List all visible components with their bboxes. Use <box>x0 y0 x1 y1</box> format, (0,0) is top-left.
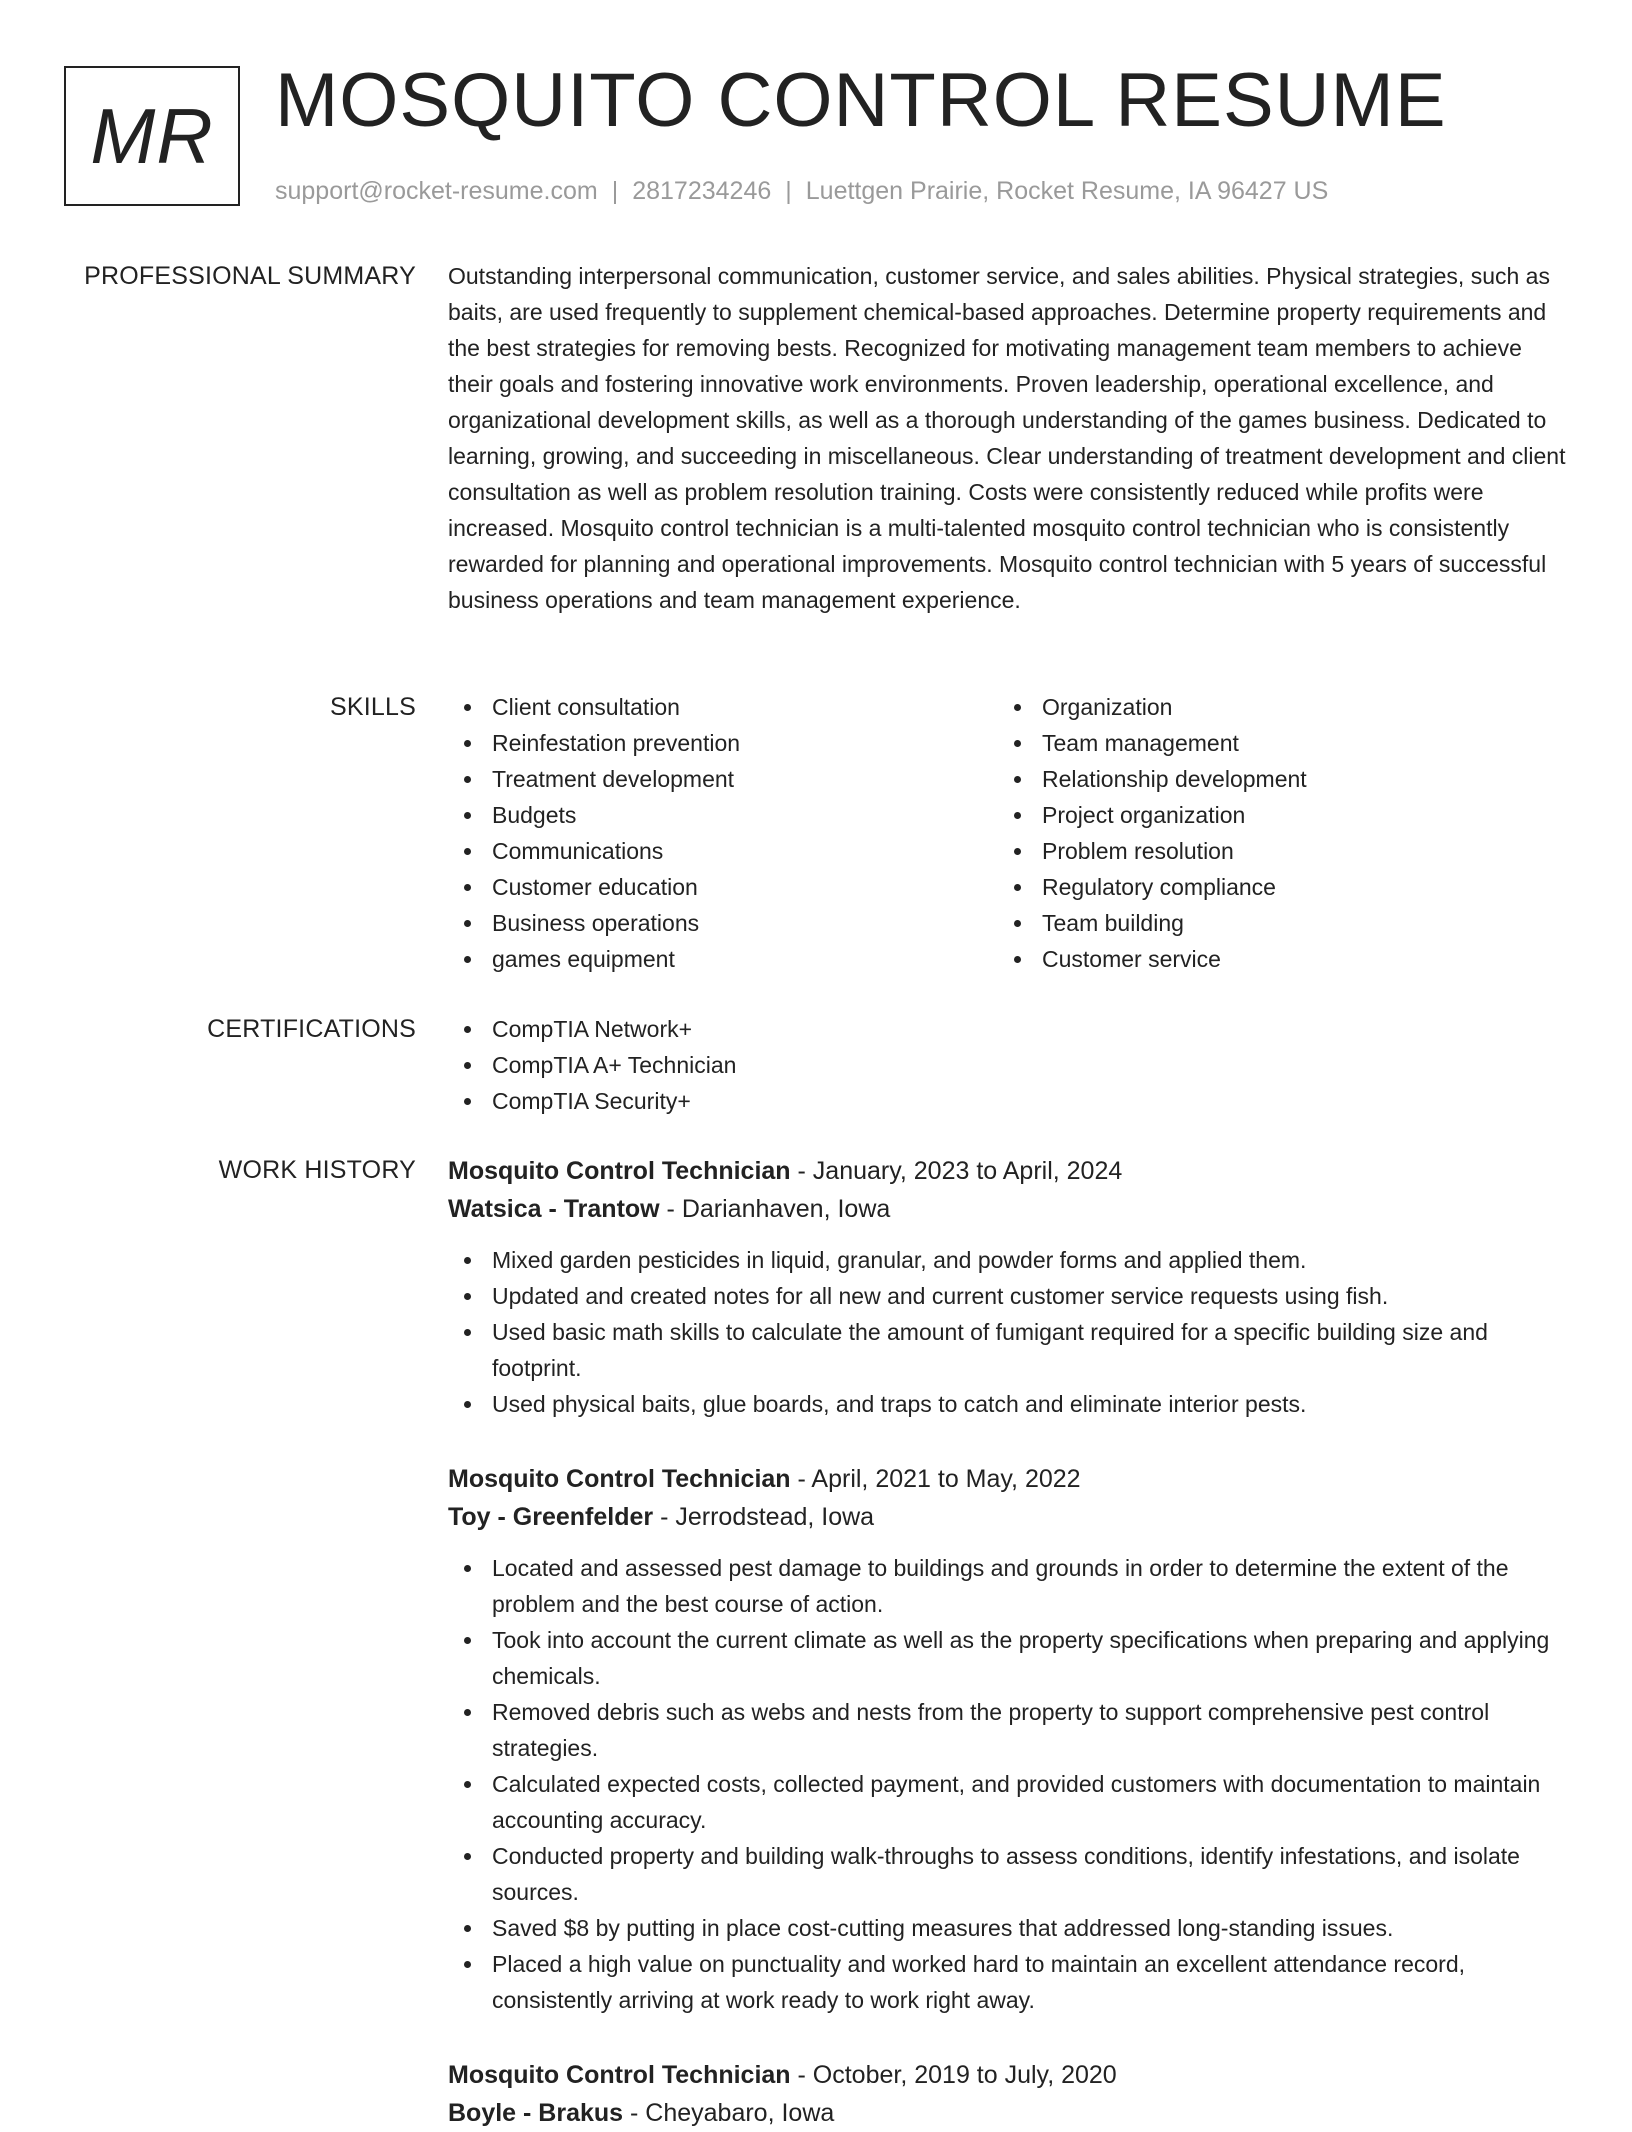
job-duty-item: Located and assessed pest damage to buildings and grounds in order to determine the extent of the problem and the best course of action. <box>448 1550 1568 1622</box>
skill-item: Relationship development <box>998 761 1548 797</box>
skill-item: Business operations <box>448 905 998 941</box>
job-entry <box>448 1152 1568 1422</box>
job-dates: - January, 2023 to April, 2024 <box>790 1157 1123 1185</box>
monogram-box <box>64 66 240 206</box>
job-duty-item: Calculated expected costs, collected payment, and provided customers with documentation to maintain accounting accuracy. <box>448 1766 1568 1838</box>
job-entry <box>448 2056 1568 2132</box>
certifications-list <box>448 1011 1568 1119</box>
resume-title: MOSQUITO CONTROL RESUME <box>275 58 1447 143</box>
job-duty-item: Used basic math skills to calculate the amount of fumigant required for a specific building size and footprint. <box>448 1314 1568 1386</box>
job-company-line <box>448 1498 1568 1536</box>
job-duty-item: Saved $8 by putting in place cost-cutting measures that addressed long-standing issues. <box>448 1910 1568 1946</box>
skill-item: games equipment <box>448 941 998 977</box>
skill-item: Problem resolution <box>998 833 1548 869</box>
job-title-line <box>448 1460 1568 1498</box>
skill-item: Project organization <box>998 797 1548 833</box>
job-title: Mosquito Control Technician <box>448 2061 791 2089</box>
job-duty-item: Took into account the current climate as well as the property specifications when preparing and applying chemicals. <box>448 1622 1568 1694</box>
skill-item: Team building <box>998 905 1548 941</box>
skill-item: Budgets <box>448 797 998 833</box>
section-label-certifications: CERTIFICATIONS <box>207 1015 416 1043</box>
contact-email[interactable]: support@rocket-resume.com <box>275 177 598 205</box>
certification-item: CompTIA A+ Technician <box>448 1047 1568 1083</box>
job-duty-item: Updated and created notes for all new and current customer service requests using fish. <box>448 1278 1568 1314</box>
skill-item: Client consultation <box>448 689 998 725</box>
skill-item: Reinfestation prevention <box>448 725 998 761</box>
summary-body <box>448 258 1568 618</box>
job-duty-item: Mixed garden pesticides in liquid, granular, and powder forms and applied them. <box>448 1242 1568 1278</box>
job-duty-item: Removed debris such as webs and nests from the property to support comprehensive pest control strategies. <box>448 1694 1568 1766</box>
certification-item: CompTIA Security+ <box>448 1083 1568 1119</box>
section-label-work-history: WORK HISTORY <box>218 1156 416 1184</box>
contact-line <box>275 174 1328 208</box>
job-company-line <box>448 2094 1568 2132</box>
contact-separator: | <box>611 177 619 205</box>
skills-list-left <box>448 689 998 977</box>
monogram-initials: MR <box>90 91 214 180</box>
summary-text: Outstanding interpersonal communication, customer service, and sales abilities. Physical strategies, such as baits, are used frequently to supplement chemical-based approaches. Determine property requirements and the best strategies for removing bests. Recognized for motivating management team members to achieve their goals and fostering innovative work environments. Proven leadership, operational excellence, and organizational development skills, as well as a thorough understanding of the games business. Dedicated to learning, growing, and succeeding in miscellaneous. Clear understanding of treatment development and client consultation as well as problem resolution training. Costs were consistently reduced while profits were increased. Mosquito control technician is a multi-talented mosquito control technician who is consistently rewarded for planning and operational improvements. Mosquito control technician with 5 years of successful business operations and team management experience. <box>448 263 1566 613</box>
job-title: Mosquito Control Technician <box>448 1157 791 1185</box>
job-duty-item: Placed a high value on punctuality and worked hard to maintain an excellent attendance record, consistently arriving at work ready to work right away. <box>448 1946 1568 2018</box>
skill-item: Customer service <box>998 941 1548 977</box>
job-company: Toy - Greenfelder <box>448 1503 654 1531</box>
skills-body <box>448 689 1568 977</box>
job-title: Mosquito Control Technician <box>448 1465 791 1493</box>
skill-item: Team management <box>998 725 1548 761</box>
skill-item: Regulatory compliance <box>998 869 1548 905</box>
certification-item: CompTIA Network+ <box>448 1011 1568 1047</box>
skills-list-right <box>998 689 1548 977</box>
job-duty-item: Conducted property and building walk-throughs to assess conditions, identify infestations, and isolate sources. <box>448 1838 1568 1910</box>
skill-item: Organization <box>998 689 1548 725</box>
job-location: - Jerrodstead, Iowa <box>653 1503 875 1531</box>
job-location: - Darianhaven, Iowa <box>659 1195 891 1223</box>
job-company: Watsica - Trantow <box>448 1195 660 1223</box>
section-label-summary: PROFESSIONAL SUMMARY <box>84 262 416 290</box>
contact-separator: | <box>785 177 792 205</box>
job-duties-list <box>448 1550 1568 2018</box>
section-label-skills: SKILLS <box>330 693 416 721</box>
job-title-line <box>448 2056 1568 2094</box>
job-company-line <box>448 1190 1568 1228</box>
skill-item: Treatment development <box>448 761 998 797</box>
work-history-body <box>448 1152 1568 2132</box>
job-entry <box>448 1460 1568 2018</box>
certifications-body <box>448 1011 1568 1119</box>
skill-item: Communications <box>448 833 998 869</box>
job-duty-item: Used physical baits, glue boards, and traps to catch and eliminate interior pests. <box>448 1386 1568 1422</box>
job-location: - Cheyabaro, Iowa <box>623 2099 835 2127</box>
job-dates: - April, 2021 to May, 2022 <box>790 1465 1081 1493</box>
job-title-line <box>448 1152 1568 1190</box>
contact-address: Luettgen Prairie, Rocket Resume, IA 96427 US <box>805 177 1329 205</box>
contact-phone[interactable]: 2817234246 <box>632 177 772 205</box>
job-dates: - October, 2019 to July, 2020 <box>790 2061 1117 2089</box>
job-duties-list <box>448 1242 1568 1422</box>
skill-item: Customer education <box>448 869 998 905</box>
job-company: Boyle - Brakus <box>448 2099 624 2127</box>
